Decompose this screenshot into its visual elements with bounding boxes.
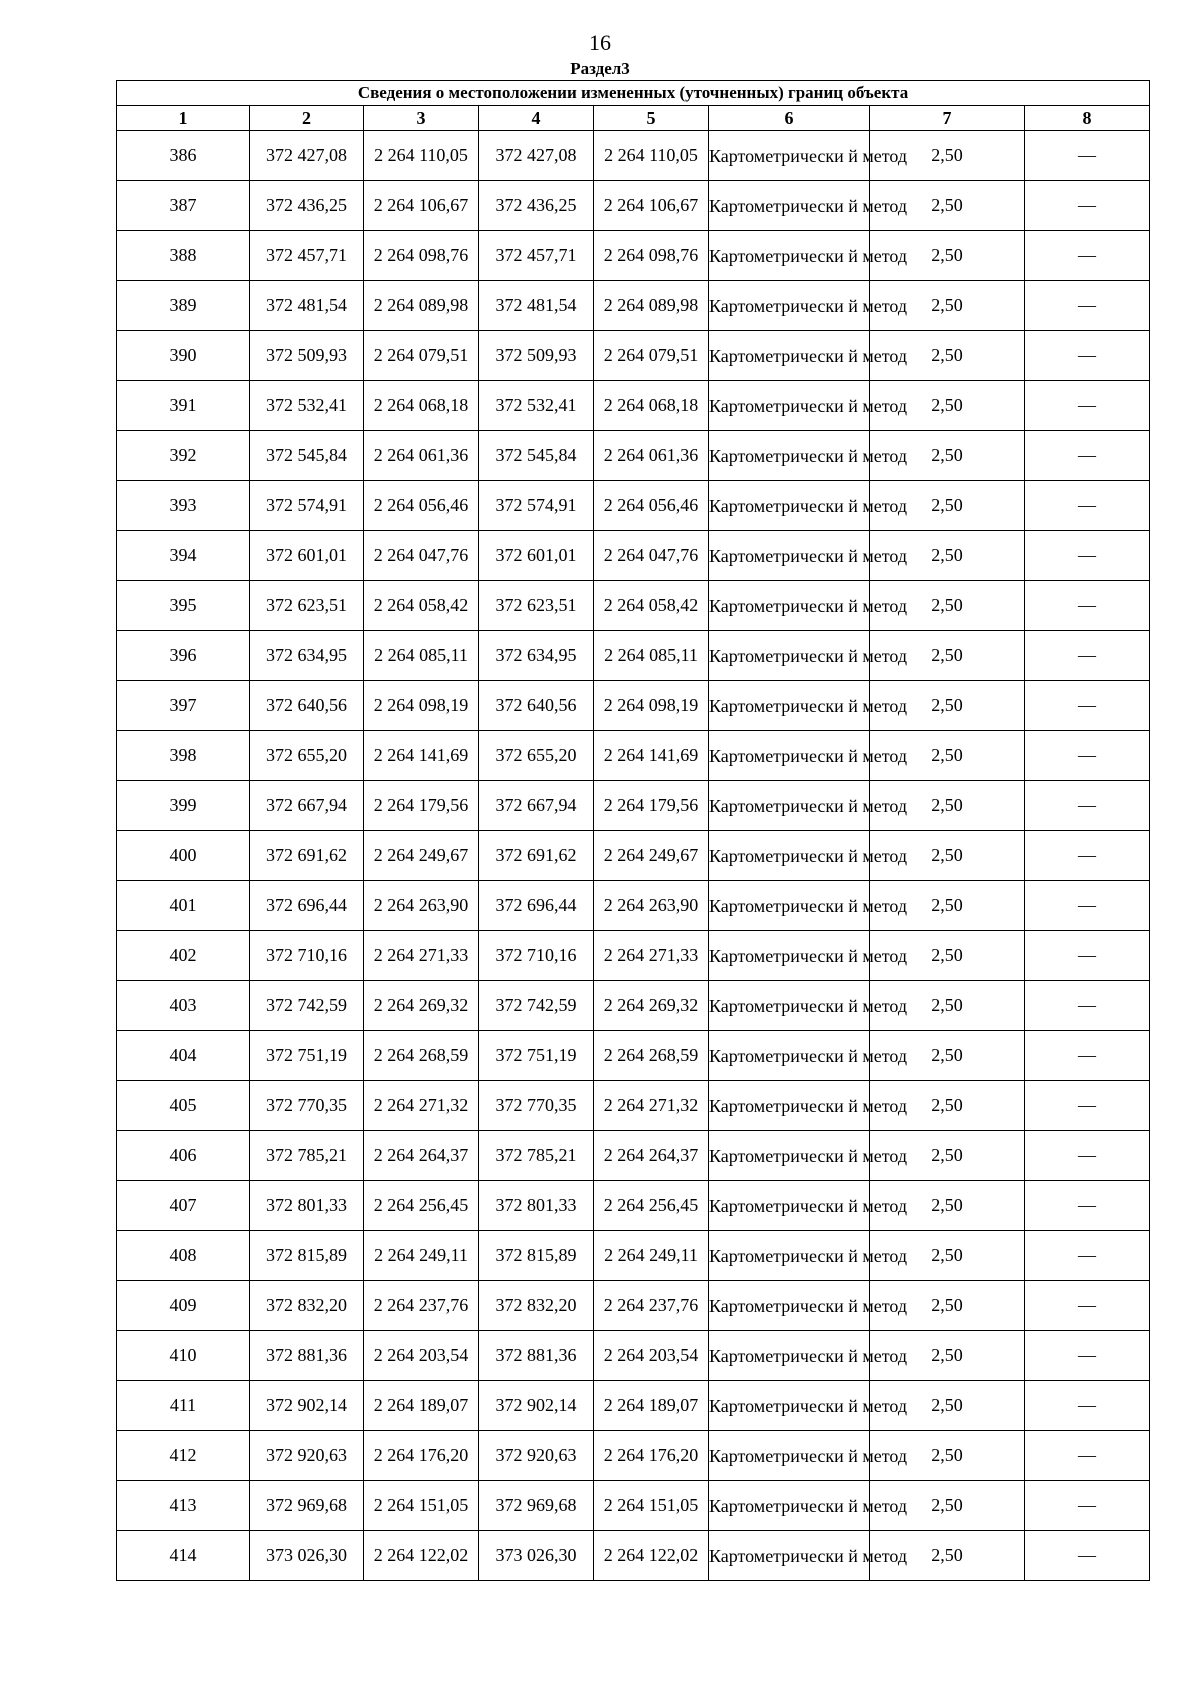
dash-cell: —	[1025, 1281, 1150, 1331]
x-old-cell: 372 832,20	[250, 1281, 364, 1331]
x-old-cell: 372 634,95	[250, 631, 364, 681]
table-row	[117, 581, 1150, 631]
x-old-cell: 372 902,14	[250, 1381, 364, 1431]
accuracy-cell: 2,50	[870, 531, 1025, 581]
accuracy-cell: 2,50	[870, 1381, 1025, 1431]
dash-cell: —	[1025, 631, 1150, 681]
dash-cell: —	[1025, 1131, 1150, 1181]
point-number-cell: 401	[117, 881, 250, 931]
point-number-cell: 394	[117, 531, 250, 581]
y-new-cell: 2 264 058,42	[594, 581, 709, 631]
method-cell: Картометрически й метод	[709, 1281, 870, 1331]
x-old-cell: 372 770,35	[250, 1081, 364, 1131]
x-old-cell: 372 655,20	[250, 731, 364, 781]
y-old-cell: 2 264 110,05	[364, 131, 479, 181]
x-new-cell: 372 481,54	[479, 281, 594, 331]
x-old-cell: 372 710,16	[250, 931, 364, 981]
y-old-cell: 2 264 271,33	[364, 931, 479, 981]
x-old-cell: 372 667,94	[250, 781, 364, 831]
method-cell: Картометрически й метод	[709, 331, 870, 381]
point-number-cell: 386	[117, 131, 250, 181]
y-old-cell: 2 264 106,67	[364, 181, 479, 231]
table-row	[117, 731, 1150, 781]
method-cell: Картометрически й метод	[709, 181, 870, 231]
accuracy-cell: 2,50	[870, 631, 1025, 681]
method-cell: Картометрически й метод	[709, 981, 870, 1031]
x-new-cell: 372 751,19	[479, 1031, 594, 1081]
x-old-cell: 372 481,54	[250, 281, 364, 331]
x-new-cell: 372 640,56	[479, 681, 594, 731]
x-new-cell: 372 691,62	[479, 831, 594, 881]
x-old-cell: 372 751,19	[250, 1031, 364, 1081]
y-new-cell: 2 264 269,32	[594, 981, 709, 1031]
accuracy-cell: 2,50	[870, 1431, 1025, 1481]
y-new-cell: 2 264 203,54	[594, 1331, 709, 1381]
dash-cell: —	[1025, 781, 1150, 831]
x-old-cell: 372 691,62	[250, 831, 364, 881]
section-title: Раздел3	[570, 59, 630, 78]
dash-cell: —	[1025, 1081, 1150, 1131]
accuracy-cell: 2,50	[870, 181, 1025, 231]
point-number-cell: 412	[117, 1431, 250, 1481]
y-new-cell: 2 264 256,45	[594, 1181, 709, 1231]
table-title-row	[117, 81, 1150, 106]
x-new-cell: 372 969,68	[479, 1481, 594, 1531]
point-number-cell: 406	[117, 1131, 250, 1181]
accuracy-cell: 2,50	[870, 681, 1025, 731]
table-row	[117, 231, 1150, 281]
method-cell: Картометрически й метод	[709, 931, 870, 981]
table-row	[117, 1231, 1150, 1281]
table-row	[117, 1281, 1150, 1331]
y-new-cell: 2 264 179,56	[594, 781, 709, 831]
accuracy-cell: 2,50	[870, 131, 1025, 181]
y-new-cell: 2 264 189,07	[594, 1381, 709, 1431]
x-new-cell: 372 574,91	[479, 481, 594, 531]
x-new-cell: 372 785,21	[479, 1131, 594, 1181]
point-number-cell: 404	[117, 1031, 250, 1081]
accuracy-cell: 2,50	[870, 881, 1025, 931]
x-new-cell: 372 920,63	[479, 1431, 594, 1481]
accuracy-cell: 2,50	[870, 481, 1025, 531]
point-number-cell: 392	[117, 431, 250, 481]
y-new-cell: 2 264 061,36	[594, 431, 709, 481]
method-cell: Картометрически й метод	[709, 881, 870, 931]
y-new-cell: 2 264 085,11	[594, 631, 709, 681]
y-old-cell: 2 264 098,19	[364, 681, 479, 731]
point-number-cell: 397	[117, 681, 250, 731]
y-old-cell: 2 264 122,02	[364, 1531, 479, 1581]
column-number-row	[117, 106, 1150, 131]
column-header: 2	[250, 106, 364, 131]
column-header: 3	[364, 106, 479, 131]
table-row	[117, 931, 1150, 981]
page-number: 16	[589, 30, 611, 55]
x-old-cell: 372 785,21	[250, 1131, 364, 1181]
dash-cell: —	[1025, 931, 1150, 981]
y-old-cell: 2 264 179,56	[364, 781, 479, 831]
y-new-cell: 2 264 176,20	[594, 1431, 709, 1481]
accuracy-cell: 2,50	[870, 781, 1025, 831]
x-new-cell: 372 667,94	[479, 781, 594, 831]
table-row	[117, 331, 1150, 381]
point-number-cell: 387	[117, 181, 250, 231]
y-new-cell: 2 264 089,98	[594, 281, 709, 331]
accuracy-cell: 2,50	[870, 931, 1025, 981]
point-number-cell: 405	[117, 1081, 250, 1131]
method-cell: Картометрически й метод	[709, 231, 870, 281]
table-row	[117, 831, 1150, 881]
y-old-cell: 2 264 269,32	[364, 981, 479, 1031]
point-number-cell: 414	[117, 1531, 250, 1581]
dash-cell: —	[1025, 581, 1150, 631]
y-new-cell: 2 264 141,69	[594, 731, 709, 781]
y-old-cell: 2 264 085,11	[364, 631, 479, 681]
dash-cell: —	[1025, 381, 1150, 431]
point-number-cell: 410	[117, 1331, 250, 1381]
method-cell: Картометрически й метод	[709, 381, 870, 431]
y-old-cell: 2 264 271,32	[364, 1081, 479, 1131]
accuracy-cell: 2,50	[870, 1231, 1025, 1281]
y-new-cell: 2 264 056,46	[594, 481, 709, 531]
table-row	[117, 381, 1150, 431]
method-cell: Картометрически й метод	[709, 731, 870, 781]
method-cell: Картометрически й метод	[709, 581, 870, 631]
accuracy-cell: 2,50	[870, 1181, 1025, 1231]
table-row	[117, 1031, 1150, 1081]
x-new-cell: 372 427,08	[479, 131, 594, 181]
y-old-cell: 2 264 141,69	[364, 731, 479, 781]
point-number-cell: 409	[117, 1281, 250, 1331]
x-old-cell: 372 574,91	[250, 481, 364, 531]
accuracy-cell: 2,50	[870, 1131, 1025, 1181]
y-new-cell: 2 264 098,19	[594, 681, 709, 731]
x-old-cell: 372 742,59	[250, 981, 364, 1031]
dash-cell: —	[1025, 1431, 1150, 1481]
dash-cell: —	[1025, 1381, 1150, 1431]
x-new-cell: 372 436,25	[479, 181, 594, 231]
x-old-cell: 372 601,01	[250, 531, 364, 581]
table-row	[117, 481, 1150, 531]
dash-cell: —	[1025, 1231, 1150, 1281]
method-cell: Картометрически й метод	[709, 1531, 870, 1581]
table-row	[117, 631, 1150, 681]
y-old-cell: 2 264 237,76	[364, 1281, 479, 1331]
method-cell: Картометрически й метод	[709, 831, 870, 881]
y-new-cell: 2 264 122,02	[594, 1531, 709, 1581]
x-new-cell: 372 710,16	[479, 931, 594, 981]
x-old-cell: 372 801,33	[250, 1181, 364, 1231]
accuracy-cell: 2,50	[870, 1281, 1025, 1331]
method-cell: Картометрически й метод	[709, 431, 870, 481]
accuracy-cell: 2,50	[870, 1031, 1025, 1081]
column-header: 6	[709, 106, 870, 131]
y-new-cell: 2 264 068,18	[594, 381, 709, 431]
point-number-cell: 398	[117, 731, 250, 781]
x-old-cell: 372 969,68	[250, 1481, 364, 1531]
y-new-cell: 2 264 263,90	[594, 881, 709, 931]
x-new-cell: 372 634,95	[479, 631, 594, 681]
table-title: Сведения о местоположении измененных (уточненных) границ объекта	[117, 81, 1150, 106]
x-new-cell: 372 832,20	[479, 1281, 594, 1331]
dash-cell: —	[1025, 1181, 1150, 1231]
y-old-cell: 2 264 058,42	[364, 581, 479, 631]
table-row	[117, 981, 1150, 1031]
x-new-cell: 373 026,30	[479, 1531, 594, 1581]
y-old-cell: 2 264 176,20	[364, 1431, 479, 1481]
y-old-cell: 2 264 151,05	[364, 1481, 479, 1531]
point-number-cell: 396	[117, 631, 250, 681]
table-row	[117, 1331, 1150, 1381]
y-old-cell: 2 264 189,07	[364, 1381, 479, 1431]
y-old-cell: 2 264 079,51	[364, 331, 479, 381]
table-row	[117, 1481, 1150, 1531]
point-number-cell: 389	[117, 281, 250, 331]
table-row	[117, 1431, 1150, 1481]
y-new-cell: 2 264 271,33	[594, 931, 709, 981]
y-old-cell: 2 264 056,46	[364, 481, 479, 531]
table-row	[117, 1381, 1150, 1431]
dash-cell: —	[1025, 481, 1150, 531]
method-cell: Картометрически й метод	[709, 281, 870, 331]
y-old-cell: 2 264 256,45	[364, 1181, 479, 1231]
dash-cell: —	[1025, 881, 1150, 931]
y-new-cell: 2 264 151,05	[594, 1481, 709, 1531]
column-header: 8	[1025, 106, 1150, 131]
x-old-cell: 372 436,25	[250, 181, 364, 231]
accuracy-cell: 2,50	[870, 731, 1025, 781]
dash-cell: —	[1025, 731, 1150, 781]
x-new-cell: 372 623,51	[479, 581, 594, 631]
y-new-cell: 2 264 079,51	[594, 331, 709, 381]
y-old-cell: 2 264 268,59	[364, 1031, 479, 1081]
y-new-cell: 2 264 047,76	[594, 531, 709, 581]
point-number-cell: 391	[117, 381, 250, 431]
y-old-cell: 2 264 264,37	[364, 1131, 479, 1181]
y-new-cell: 2 264 106,67	[594, 181, 709, 231]
y-new-cell: 2 264 098,76	[594, 231, 709, 281]
table-row	[117, 1081, 1150, 1131]
y-new-cell: 2 264 237,76	[594, 1281, 709, 1331]
y-new-cell: 2 264 268,59	[594, 1031, 709, 1081]
dash-cell: —	[1025, 131, 1150, 181]
x-new-cell: 372 457,71	[479, 231, 594, 281]
dash-cell: —	[1025, 231, 1150, 281]
y-old-cell: 2 264 263,90	[364, 881, 479, 931]
method-cell: Картометрически й метод	[709, 1431, 870, 1481]
x-old-cell: 372 545,84	[250, 431, 364, 481]
coordinates-table	[116, 80, 1150, 1581]
method-cell: Картометрически й метод	[709, 1381, 870, 1431]
y-new-cell: 2 264 249,11	[594, 1231, 709, 1281]
column-header: 7	[870, 106, 1025, 131]
accuracy-cell: 2,50	[870, 1531, 1025, 1581]
method-cell: Картометрически й метод	[709, 131, 870, 181]
x-old-cell: 372 920,63	[250, 1431, 364, 1481]
y-new-cell: 2 264 271,32	[594, 1081, 709, 1131]
dash-cell: —	[1025, 981, 1150, 1031]
dash-cell: —	[1025, 1481, 1150, 1531]
accuracy-cell: 2,50	[870, 831, 1025, 881]
accuracy-cell: 2,50	[870, 281, 1025, 331]
x-old-cell: 372 427,08	[250, 131, 364, 181]
x-new-cell: 372 801,33	[479, 1181, 594, 1231]
table-row	[117, 881, 1150, 931]
x-new-cell: 372 655,20	[479, 731, 594, 781]
dash-cell: —	[1025, 1031, 1150, 1081]
point-number-cell: 407	[117, 1181, 250, 1231]
y-old-cell: 2 264 047,76	[364, 531, 479, 581]
point-number-cell: 402	[117, 931, 250, 981]
y-new-cell: 2 264 110,05	[594, 131, 709, 181]
table-body	[117, 81, 1150, 1581]
x-old-cell: 372 881,36	[250, 1331, 364, 1381]
x-old-cell: 372 623,51	[250, 581, 364, 631]
x-new-cell: 372 742,59	[479, 981, 594, 1031]
dash-cell: —	[1025, 831, 1150, 881]
x-new-cell: 372 509,93	[479, 331, 594, 381]
point-number-cell: 390	[117, 331, 250, 381]
x-old-cell: 372 457,71	[250, 231, 364, 281]
x-new-cell: 372 881,36	[479, 1331, 594, 1381]
x-old-cell: 372 815,89	[250, 1231, 364, 1281]
y-old-cell: 2 264 061,36	[364, 431, 479, 481]
accuracy-cell: 2,50	[870, 431, 1025, 481]
dash-cell: —	[1025, 281, 1150, 331]
x-new-cell: 372 601,01	[479, 531, 594, 581]
method-cell: Картометрически й метод	[709, 1131, 870, 1181]
accuracy-cell: 2,50	[870, 581, 1025, 631]
table-row	[117, 181, 1150, 231]
method-cell: Картометрически й метод	[709, 1331, 870, 1381]
dash-cell: —	[1025, 181, 1150, 231]
table-row	[117, 781, 1150, 831]
method-cell: Картометрически й метод	[709, 631, 870, 681]
y-old-cell: 2 264 249,67	[364, 831, 479, 881]
point-number-cell: 413	[117, 1481, 250, 1531]
accuracy-cell: 2,50	[870, 331, 1025, 381]
y-new-cell: 2 264 249,67	[594, 831, 709, 881]
dash-cell: —	[1025, 1531, 1150, 1581]
accuracy-cell: 2,50	[870, 981, 1025, 1031]
dash-cell: —	[1025, 431, 1150, 481]
method-cell: Картометрически й метод	[709, 781, 870, 831]
x-old-cell: 372 509,93	[250, 331, 364, 381]
table-row	[117, 1181, 1150, 1231]
method-cell: Картометрически й метод	[709, 681, 870, 731]
y-old-cell: 2 264 089,98	[364, 281, 479, 331]
method-cell: Картометрически й метод	[709, 1481, 870, 1531]
table-row	[117, 1131, 1150, 1181]
x-old-cell: 372 640,56	[250, 681, 364, 731]
x-new-cell: 372 815,89	[479, 1231, 594, 1281]
x-new-cell: 372 902,14	[479, 1381, 594, 1431]
accuracy-cell: 2,50	[870, 1081, 1025, 1131]
accuracy-cell: 2,50	[870, 231, 1025, 281]
table-row	[117, 531, 1150, 581]
x-new-cell: 372 696,44	[479, 881, 594, 931]
point-number-cell: 399	[117, 781, 250, 831]
x-new-cell: 372 545,84	[479, 431, 594, 481]
y-old-cell: 2 264 068,18	[364, 381, 479, 431]
column-header: 4	[479, 106, 594, 131]
point-number-cell: 408	[117, 1231, 250, 1281]
method-cell: Картометрически й метод	[709, 1181, 870, 1231]
point-number-cell: 411	[117, 1381, 250, 1431]
dash-cell: —	[1025, 331, 1150, 381]
method-cell: Картометрически й метод	[709, 1031, 870, 1081]
method-cell: Картометрически й метод	[709, 1081, 870, 1131]
point-number-cell: 388	[117, 231, 250, 281]
dash-cell: —	[1025, 531, 1150, 581]
method-cell: Картометрически й метод	[709, 531, 870, 581]
y-new-cell: 2 264 264,37	[594, 1131, 709, 1181]
x-old-cell: 373 026,30	[250, 1531, 364, 1581]
x-new-cell: 372 770,35	[479, 1081, 594, 1131]
point-number-cell: 400	[117, 831, 250, 881]
dash-cell: —	[1025, 1331, 1150, 1381]
accuracy-cell: 2,50	[870, 381, 1025, 431]
x-old-cell: 372 696,44	[250, 881, 364, 931]
accuracy-cell: 2,50	[870, 1481, 1025, 1531]
column-header: 1	[117, 106, 250, 131]
table-row	[117, 431, 1150, 481]
table-row	[117, 131, 1150, 181]
x-old-cell: 372 532,41	[250, 381, 364, 431]
x-new-cell: 372 532,41	[479, 381, 594, 431]
dash-cell: —	[1025, 681, 1150, 731]
column-header: 5	[594, 106, 709, 131]
point-number-cell: 395	[117, 581, 250, 631]
method-cell: Картометрически й метод	[709, 1231, 870, 1281]
method-cell: Картометрически й метод	[709, 481, 870, 531]
y-old-cell: 2 264 098,76	[364, 231, 479, 281]
table-row	[117, 281, 1150, 331]
table-row	[117, 1531, 1150, 1581]
table-row	[117, 681, 1150, 731]
y-old-cell: 2 264 203,54	[364, 1331, 479, 1381]
point-number-cell: 403	[117, 981, 250, 1031]
accuracy-cell: 2,50	[870, 1331, 1025, 1381]
point-number-cell: 393	[117, 481, 250, 531]
y-old-cell: 2 264 249,11	[364, 1231, 479, 1281]
